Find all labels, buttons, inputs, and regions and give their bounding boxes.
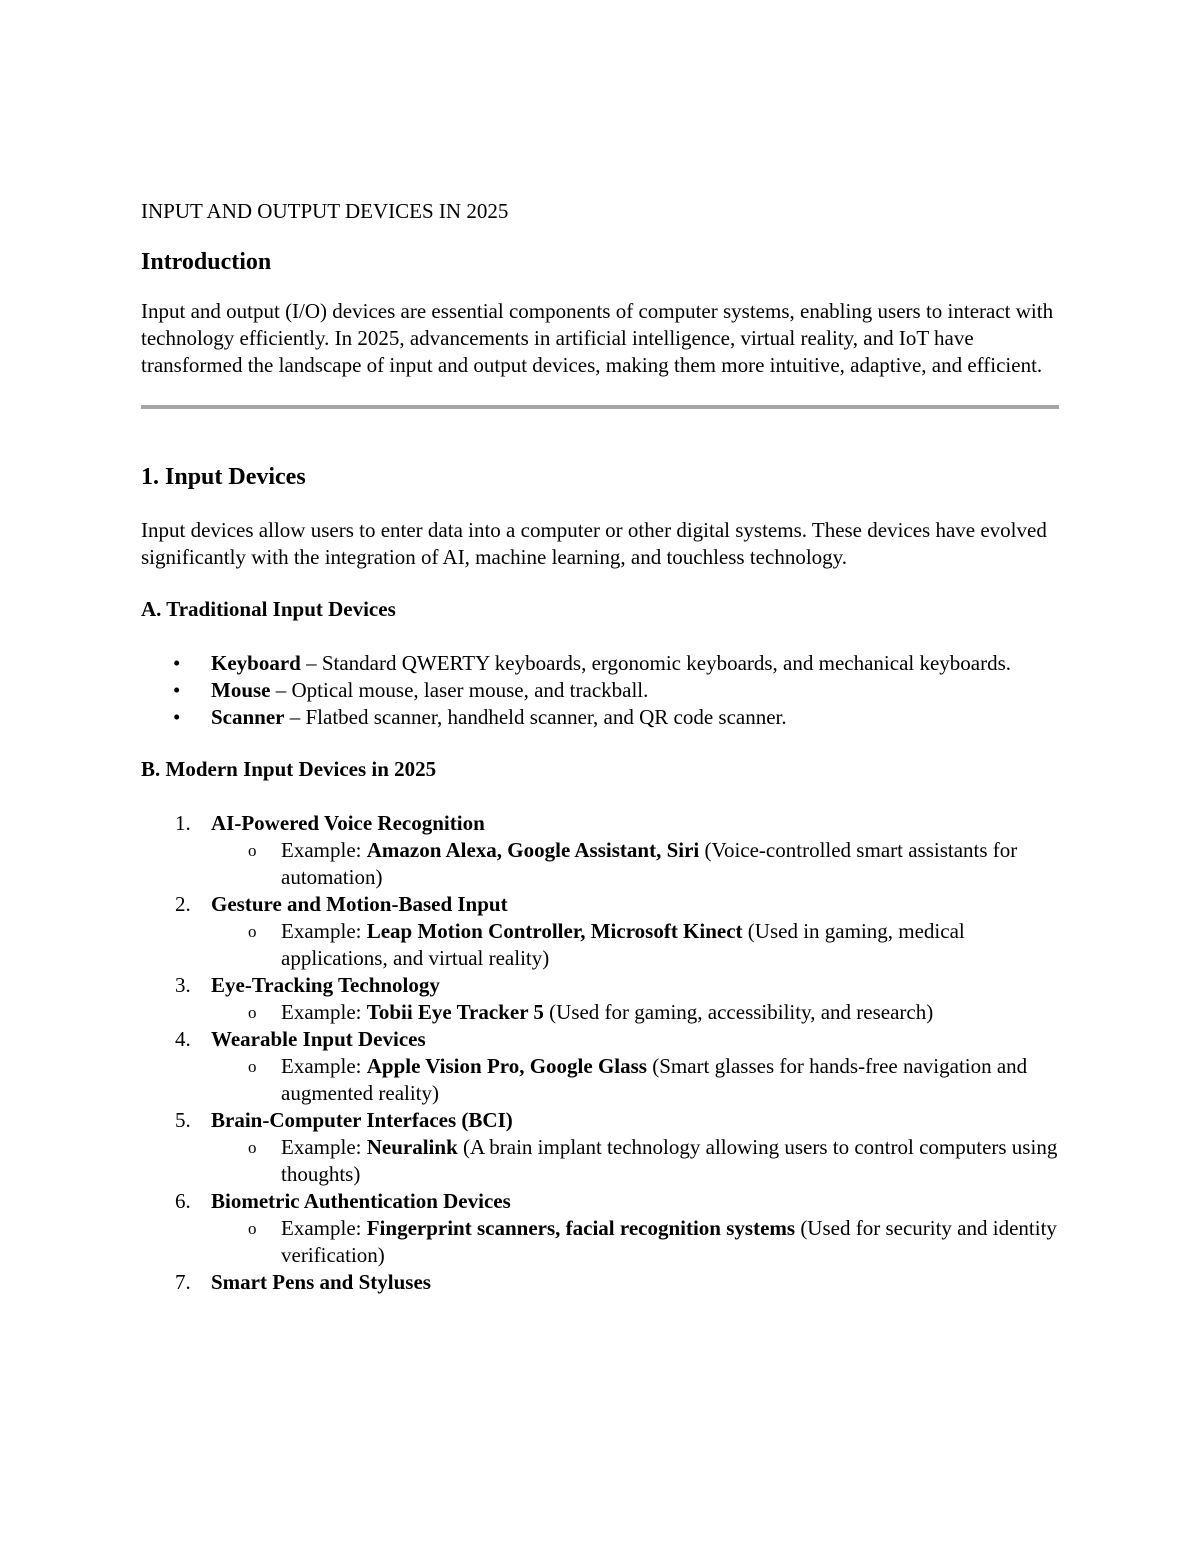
traditional-devices-list <box>141 650 1059 731</box>
example-name: Apple Vision Pro, Google Glass <box>366 1054 647 1078</box>
list-item <box>141 891 1059 972</box>
item-number: 1. <box>175 811 191 835</box>
circle-bullet-icon: o <box>248 922 257 941</box>
list-item <box>141 650 1059 677</box>
device-name: Scanner <box>211 705 285 729</box>
section-heading-input-devices: 1. Input Devices <box>141 464 306 490</box>
example-prefix: Example: <box>281 838 367 862</box>
item-number: 2. <box>175 892 191 916</box>
circle-bullet-icon: o <box>248 1138 257 1157</box>
example-line <box>211 918 1059 972</box>
example-line <box>211 1215 1059 1269</box>
circle-bullet-icon: o <box>248 1057 257 1076</box>
list-item <box>141 704 1059 731</box>
example-line <box>211 1134 1059 1188</box>
bullet-icon: • <box>173 678 181 702</box>
list-item <box>141 1269 1059 1296</box>
example-line <box>211 837 1059 891</box>
device-name: Mouse <box>211 678 271 702</box>
item-number: 3. <box>175 973 191 997</box>
list-item <box>141 1188 1059 1269</box>
circle-bullet-icon: o <box>248 841 257 860</box>
example-note: (Used for security and identity verification) <box>281 1216 1057 1267</box>
sub-heading-traditional: A. Traditional Input Devices <box>141 597 396 621</box>
example-line <box>211 999 1059 1026</box>
example-prefix: Example: <box>281 1135 367 1159</box>
list-item <box>141 810 1059 891</box>
example-prefix: Example: <box>281 919 367 943</box>
example-prefix: Example: <box>281 1054 367 1078</box>
device-category: Wearable Input Devices <box>211 1027 426 1051</box>
item-number: 6. <box>175 1189 191 1213</box>
bullet-icon: • <box>173 705 181 729</box>
sub-heading-modern: B. Modern Input Devices in 2025 <box>141 757 437 781</box>
example-name: Fingerprint scanners, facial recognition systems <box>366 1216 796 1240</box>
example-name: Amazon Alexa, Google Assistant, Siri <box>366 838 700 862</box>
intro-paragraph: Input and output (I/O) devices are essential components of computer systems, enabling users to interact with technology efficiently. In 2025, advancements in artificial intelligence, virtual reality, and IoT have transformed the landscape of input and output devices, making them more intuitive, adaptive, and efficient. <box>141 299 1054 377</box>
device-category: Eye-Tracking Technology <box>211 973 440 997</box>
circle-bullet-icon: o <box>248 1219 257 1238</box>
document-body <box>141 196 1059 1296</box>
device-category: Biometric Authentication Devices <box>211 1189 511 1213</box>
list-item <box>141 1107 1059 1188</box>
example-prefix: Example: <box>281 1000 367 1024</box>
device-category: AI-Powered Voice Recognition <box>211 811 485 835</box>
document-title: INPUT AND OUTPUT DEVICES IN 2025 <box>141 199 509 223</box>
item-number: 4. <box>175 1027 191 1051</box>
device-category: Gesture and Motion-Based Input <box>211 892 508 916</box>
example-note: (Voice-controlled smart assistants for automation) <box>281 838 1018 889</box>
circle-bullet-icon: o <box>248 1003 257 1022</box>
section-paragraph: Input devices allow users to enter data into a computer or other digital systems. These devices have evolved significantly with the integration of AI, machine learning, and touchless technology. <box>141 518 1047 569</box>
bullet-icon: • <box>173 651 181 675</box>
example-name: Tobii Eye Tracker 5 <box>366 1000 544 1024</box>
example-note: (Used in gaming, medical applications, and virtual reality) <box>281 919 965 970</box>
device-description: – Standard QWERTY keyboards, ergonomic keyboards, and mechanical keyboards. <box>300 651 1012 675</box>
example-name: Neuralink <box>366 1135 458 1159</box>
example-note: (Used for gaming, accessibility, and research) <box>543 1000 934 1024</box>
example-prefix: Example: <box>281 1216 367 1240</box>
list-item <box>141 677 1059 704</box>
device-category: Brain-Computer Interfaces (BCI) <box>211 1108 513 1132</box>
list-item <box>141 972 1059 1026</box>
device-name: Keyboard <box>211 651 301 675</box>
device-category: Smart Pens and Styluses <box>211 1270 431 1294</box>
modern-devices-list <box>141 810 1059 1296</box>
device-description: – Optical mouse, laser mouse, and trackball. <box>270 678 649 702</box>
intro-heading: Introduction <box>141 249 272 275</box>
list-item <box>141 1026 1059 1107</box>
example-note: (A brain implant technology allowing users to control computers using thoughts) <box>281 1135 1058 1186</box>
example-note: (Smart glasses for hands-free navigation and augmented reality) <box>281 1054 1028 1105</box>
item-number: 7. <box>175 1270 191 1294</box>
example-name: Leap Motion Controller, Microsoft Kinect <box>366 919 743 943</box>
example-line <box>211 1053 1059 1107</box>
device-description: – Flatbed scanner, handheld scanner, and QR code scanner. <box>284 705 787 729</box>
horizontal-divider <box>141 405 1059 409</box>
item-number: 5. <box>175 1108 191 1132</box>
